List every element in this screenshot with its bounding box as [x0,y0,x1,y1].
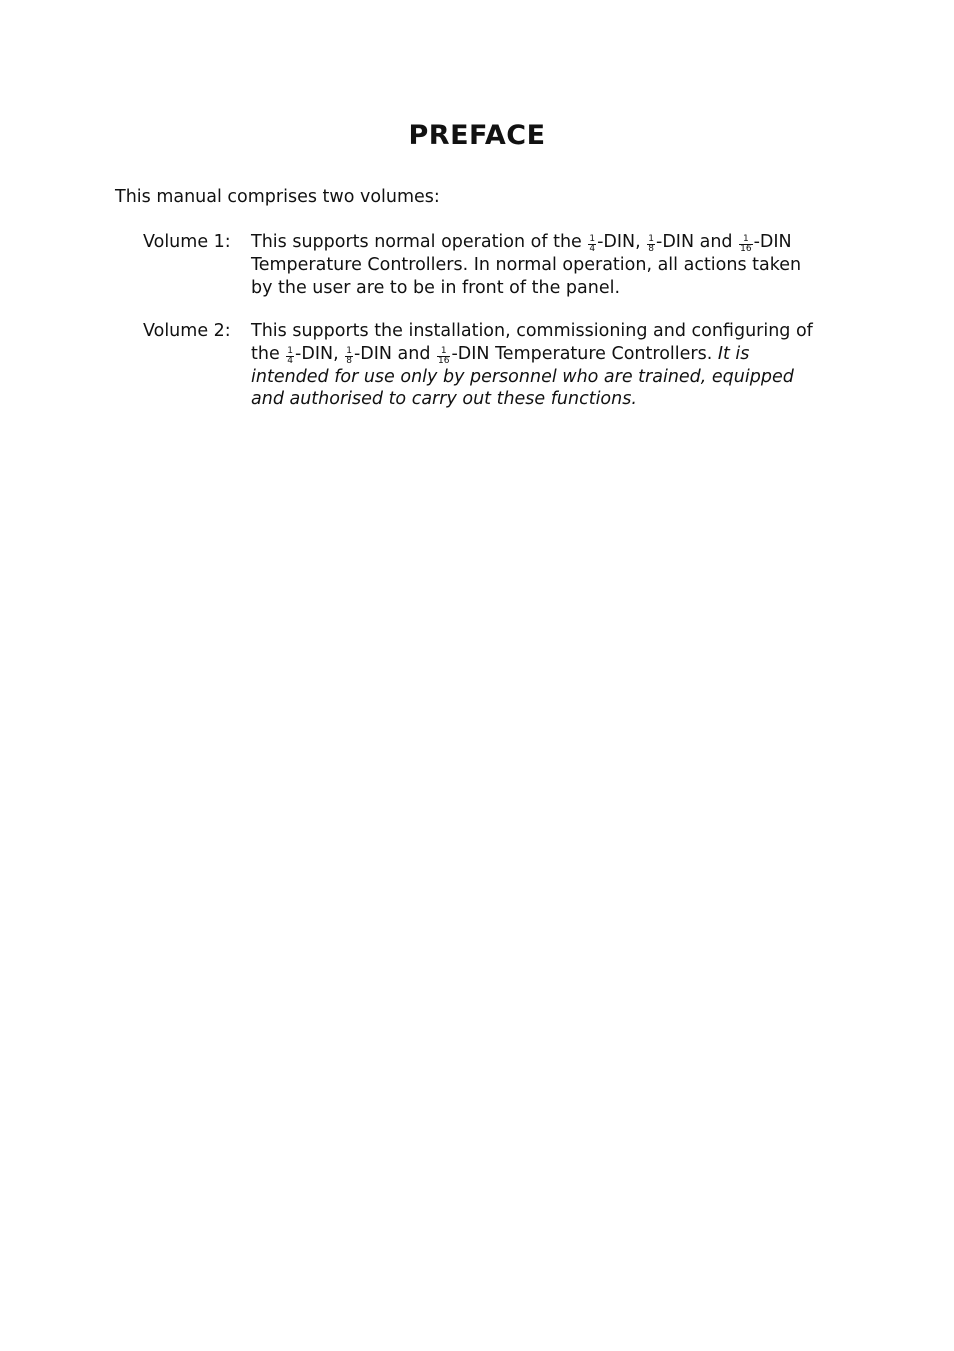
fraction-eighth: $\frac{1}{8}$ [346,345,352,366]
volume-2-text-c: -DIN and [353,343,437,364]
volume-1-text-a: This supports normal operation of the [251,232,588,252]
volume-1-text-d: -DIN Temperature Controllers. In normal operation, all actions taken by the user are to be in front of the panel. [251,232,802,298]
fraction-eighth: $\frac{1}{8}$ [648,234,655,254]
volume-2-description [251,320,819,411]
volume-1-text-b: -DIN, [597,232,647,252]
fraction-quarter: $\frac{1}{4}$ [287,345,294,366]
fraction-quarter: $\frac{1}{4}$ [589,234,596,254]
fraction-sixteenth: $\frac{1}{16}$ [740,234,752,254]
volume-2-text-b: -DIN, [295,343,345,364]
volume-2-italic-note: It is intended for use only by personnel who are trained, equipped and authorised to carry out these functions. [251,343,794,409]
volume-1-description [251,231,819,299]
page-title: PREFACE [408,120,546,151]
volume-1-text-c: -DIN and [656,232,739,252]
volume-2-text-a: This supports the installation, commissioning and configuring of the [251,321,813,364]
volume-2-label: Volume 2: [143,321,231,341]
intro-text: This manual comprises two volumes: [115,187,440,207]
volume-1-label: Volume 1: [143,232,231,252]
fraction-sixteenth: $\frac{1}{16}$ [438,345,450,366]
volume-2-text-d: -DIN Temperature Controllers. [451,343,718,364]
